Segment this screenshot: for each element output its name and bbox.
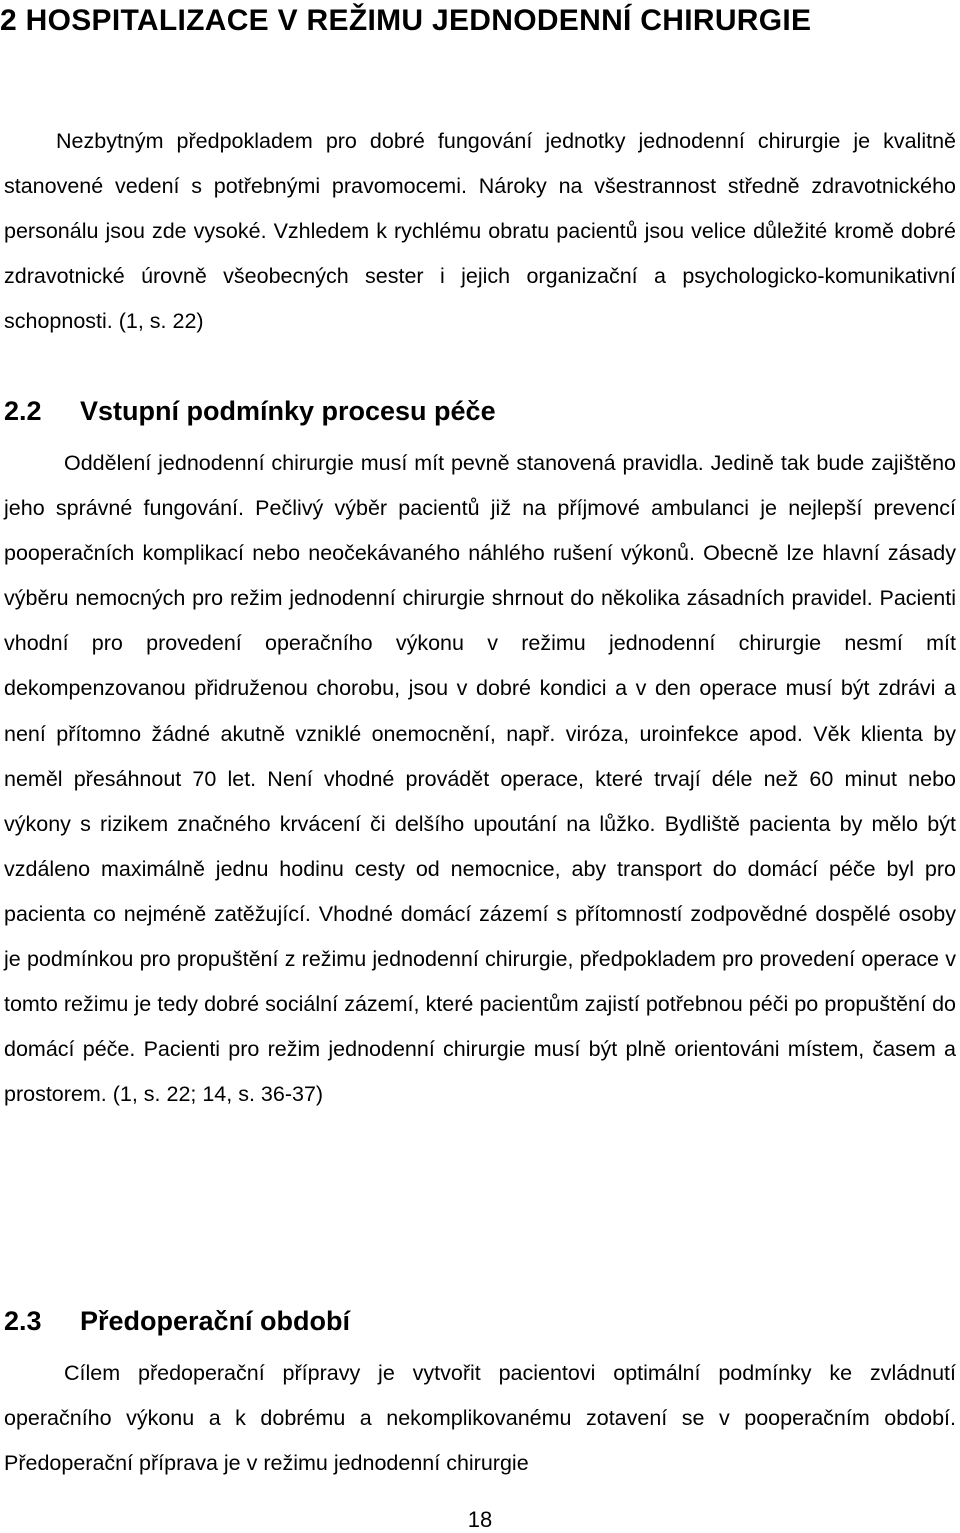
section-2-3-heading [4,1306,350,1337]
chapter-heading: 2 HOSPITALIZACE V REŽIMU JEDNODENNÍ CHIRURGIE [0,4,812,37]
intro-paragraph-text: Nezbytným předpokladem pro dobré fungování jednotky jednodenní chirurgie je kvalitně stanovené vedení s potřebnými pravomocemi. Nároky na všestrannost středně zdravotnického personálu jsou zde vysoké. Vzhledem k rychlému obratu pacientů jsou velice důležité kromě dobré zdravotnické úrovně všeobecných sester i jejich organizační a psychologicko-komunikativní schopnosti. (1, s. 22) [4,129,956,334]
section-2-3-title: Předoperační období [80,1306,351,1336]
page-number: 18 [467,1507,493,1532]
intro-paragraph [4,119,956,344]
section-2-2-paragraph [4,441,956,1117]
section-2-3-text: Cílem předoperační přípravy je vytvořit pacientovi optimální podmínky ke zvládnutí operačního výkonu a k dobrému a nekomplikovanému zotavení se v pooperačním období. Předoperační příprava je v režimu jednodenní chirurgie [4,1361,956,1476]
section-2-3-paragraph [4,1351,956,1486]
section-2-2-text: Oddělení jednodenní chirurgie musí mít pevně stanovená pravidla. Jedině tak bude zajištěno jeho správné fungování. Pečlivý výběr pacientů již na příjmové ambulanci je nejlepší prevencí pooperačních komplikací nebo neočekávaného náhlého rušení výkonů. Obecně lze hlavní zásady výběru nemocných pro režim jednodenní chirurgie shrnout do několika zásadních pravidel. Pacienti vhodní pro provedení operačního výkonu v režimu jednodenní chirurgie nesmí mít dekompenzovanou přidruženou chorobu, jsou v dobré kondici a v den operace musí být zdrávi a není přítomno žádné akutně vzniklé onemocnění, např. viróza, uroinfekce apod. Věk klienta by neměl přesáhnout 70 let. Není vhodné provádět operace, které trvají déle než 60 minut nebo výkony s rizikem značného krvácení či delšího upoutání na lůžko. Bydliště pacienta by mělo být vzdáleno maximálně jednu hodinu cesty od nemocnice, aby transport do domácí péče byl pro pacienta co nejméně zatěžující. Vhodné domácí zázemí s přítomností zodpovědné dospělé osoby je podmínkou pro propuštění z režimu jednodenní chirurgie, předpokladem pro provedení operace v tomto režimu je tedy dobré sociální zázemí, které pacientům zajistí potřebnou péči po propuštění do domácí péče. Pacienti pro režim jednodenní chirurgie musí být plně orientováni místem, časem a prostorem. (1, s. 22; 14, s. 36-37) [4,451,956,1107]
section-2-2-heading [4,396,496,427]
section-2-3-number: 2.3 [4,1306,42,1336]
section-2-2-title: Vstupní podmínky procesu péče [80,396,496,426]
section-2-2-number: 2.2 [4,396,42,426]
